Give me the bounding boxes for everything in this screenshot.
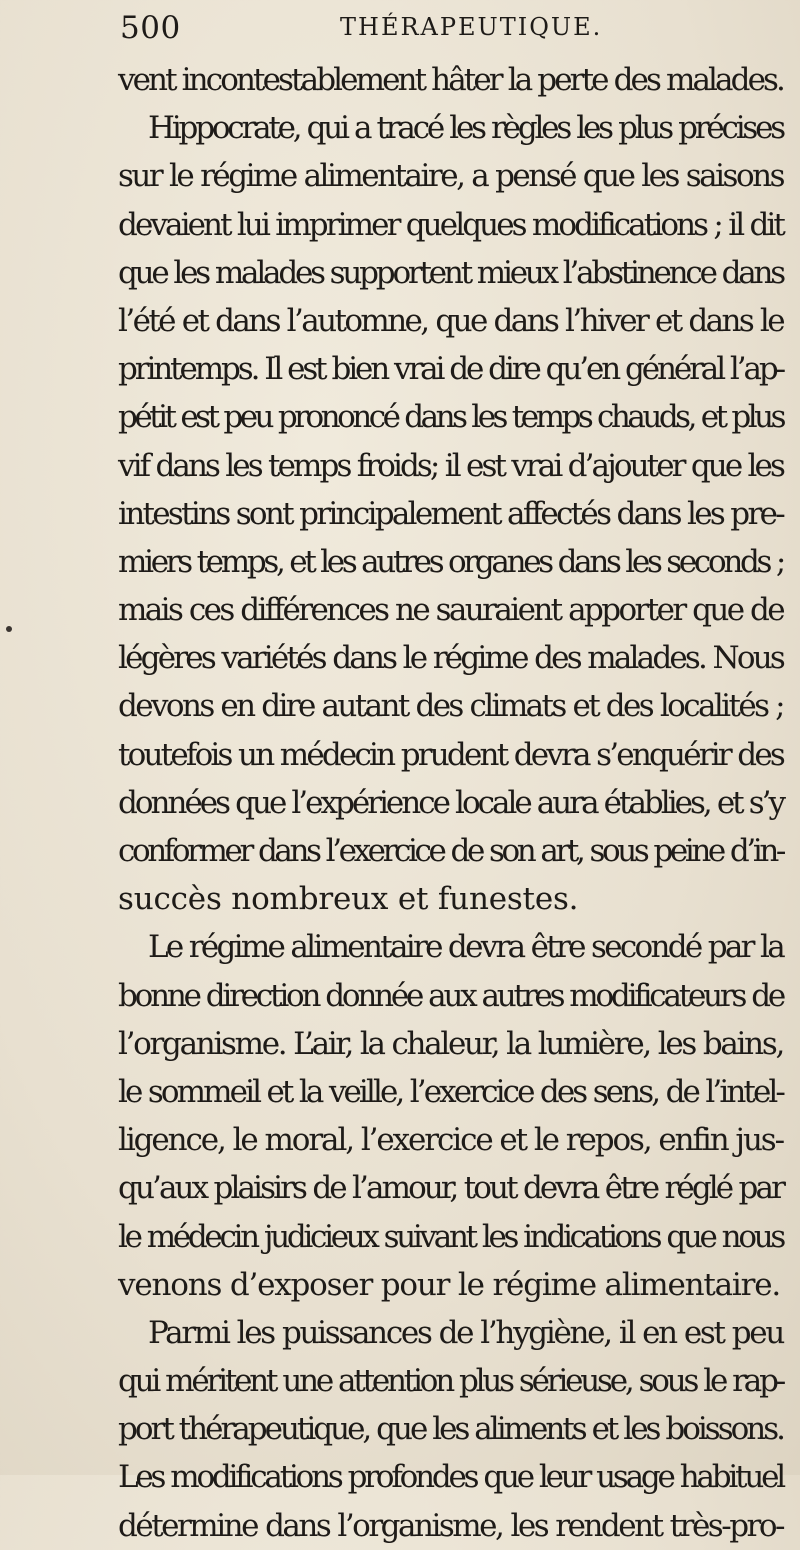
text-line: que les malades supportent mieux l’abstinence dans [118,254,783,291]
text-line: le médecin judicieux suivant les indications que nous [118,1218,783,1255]
running-title: THÉRAPEUTIQUE. [340,13,603,41]
text-line: pétit est peu prononcé dans les temps chauds, et plus [118,399,783,436]
text-line: toutefois un médecin prudent devra s’enquérir des [118,736,783,773]
body-text [118,56,783,1550]
text-line: détermine dans l’organisme, les rendent très-pro- [118,1507,783,1544]
text-line: qu’aux plaisirs de l’amour, tout devra être réglé par [118,1170,783,1207]
text-line: intestins sont principalement affectés dans les pre- [118,495,783,532]
text-line: vent incontestablement hâter la perte des malades. [118,62,783,98]
text-line: données que l’expérience locale aura établies, et s’y [118,784,783,821]
margin-ink-mark [6,626,12,632]
text-line: sur le régime alimentaire, a pensé que les saisons [118,158,783,195]
text-line: Les modifications profondes que leur usage habituel [118,1459,783,1496]
text-line: printemps. Il est bien vrai de dire qu’en général l’ap- [118,351,783,388]
text-line: ligence, le moral, l’exercice et le repos, enfin jus- [118,1122,783,1159]
text-line: succès nombreux et funestes. [118,881,579,918]
text-line: devaient lui imprimer quelques modifications ; il dit [118,206,783,243]
text-line: venons d’exposer pour le régime alimentaire. [118,1266,781,1303]
text-line: Parmi les puissances de l’hygiène, il en est peu [148,1314,783,1351]
text-line: le sommeil et la veille, l’exercice des sens, de l’intel- [118,1073,783,1110]
text-line: légères variétés dans le régime des malades. Nous [118,640,783,677]
text-line: vif dans les temps froids; il est vrai d’ajouter que les [118,447,783,484]
text-line: bonne direction donnée aux autres modificateurs de [118,977,783,1014]
text-line: miers temps, et les autres organes dans les seconds ; [118,543,783,580]
text-line: Le régime alimentaire devra être secondé par la [148,929,783,966]
text-line: l’été et dans l’automne, que dans l’hiver et dans le [118,302,783,339]
text-line: port thérapeutique, que les aliments et les boissons. [118,1411,783,1448]
text-line: Hippocrate, qui a tracé les règles les plus précises [148,110,783,147]
text-line: mais ces différences ne sauraient apporter que de [118,592,783,629]
running-head [120,10,780,50]
text-line: l’organisme. L’air, la chaleur, la lumière, les bains, [118,1025,783,1062]
page-number: 500 [120,10,181,46]
text-line: qui méritent une attention plus sérieuse, sous le rap- [118,1363,783,1400]
text-line: devons en dire autant des climats et des localités ; [118,688,783,725]
text-line: conformer dans l’exercice de son art, sous peine d’in- [118,833,783,869]
